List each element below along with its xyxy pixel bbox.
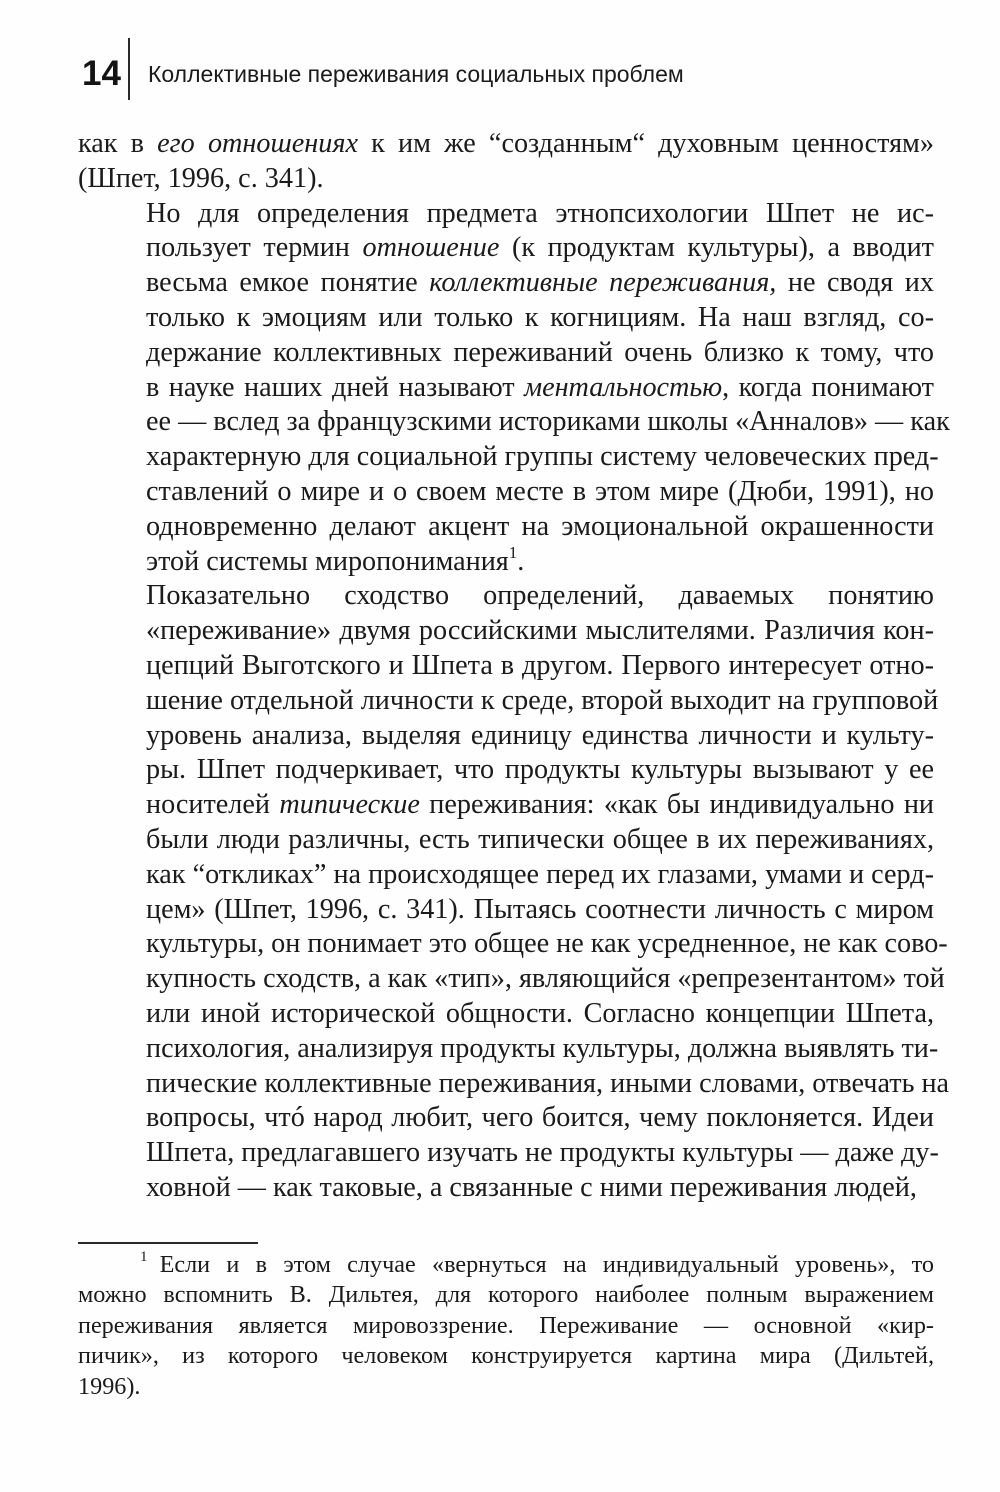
text-line: в науке наших дней называют ментальностью, когда понимают (146, 371, 934, 403)
footnote-line: пичик», из которого человеком конструируется картина мира (Дильтей, (78, 1342, 934, 1370)
italic-term: ментальностью (524, 371, 723, 403)
footnote-line: переживания является мировоззрение. Переживание — основной «кир- (78, 1311, 934, 1339)
italic-term: его отношениях (157, 128, 358, 159)
text-line: Но для определения предмета этнопсихологии Шпет не ис- (146, 197, 934, 229)
italic-term: коллективные переживания, (429, 267, 777, 299)
footnote (78, 1250, 934, 1402)
running-title: Коллективные переживания социальных проблем (148, 61, 684, 87)
text-line: держание коллективных переживаний очень близко к тому, что (146, 336, 934, 368)
footnote-marker: 1 (140, 1249, 148, 1265)
footnote-line: можно вспомнить В. Дильтея, для которого наиболее полным выражением (78, 1281, 934, 1309)
running-header (82, 38, 942, 100)
page-number: 14 (82, 54, 121, 93)
text-line: цем» (Шпет, 1996, с. 341). Пытаясь соотнести личность с миром (146, 893, 934, 925)
text-line: уровень анализа, выделяя единицу единства личности и культу- (146, 719, 934, 751)
text-line: пользует термин отношение (к продуктам культуры), а вводит (146, 232, 934, 264)
italic-term: типические (279, 789, 420, 821)
text-line: Показательно сходство определений, даваемых понятию (146, 580, 934, 612)
footnote-line: 1996). (78, 1372, 141, 1400)
text-line: пические коллективные переживания, иными словами, отвечать на (146, 1067, 950, 1099)
text-line: были люди различны, есть типически общее в их переживаниях, (146, 823, 934, 855)
text-line: ее — вслед за французскими историками школы «Анналов» — как (146, 406, 950, 438)
text-line: или иной исторической общности. Согласно концепции Шпета, (146, 997, 934, 1029)
body-text (78, 127, 950, 1206)
text-line: одновременно делают акцент на эмоциональной окрашенности (146, 510, 934, 542)
text-line: культуры, он понимает это общее не как усредненное, не как сово- (146, 928, 948, 960)
paragraph-1 (78, 127, 934, 197)
footnote-divider (78, 1242, 258, 1244)
header-divider (128, 38, 130, 100)
paragraph-3 (78, 579, 950, 1205)
text-line: этой системы миропонимания$^1$. (146, 542, 525, 577)
text-line: (Шпет, 1996, с. 341). (78, 162, 324, 194)
text-line: ры. Шпет подчеркивает, что продукты культуры вызывают у ее (146, 754, 934, 786)
text-line: носителей типические переживания: «как бы индивидуально ни (146, 789, 935, 821)
text-line: цепций Выготского и Шпета в другом. Первого интересует отно- (146, 649, 934, 681)
text-line: купность сходств, а как «тип», являющийся «репрезентантом» той (146, 963, 945, 995)
text-line: характерную для социальной группы систему человеческих пред- (146, 441, 939, 473)
text-line: как “откликах” на происходящее перед их глазами, умами и серд- (146, 858, 934, 890)
text-line: весьма емкое понятие коллективные переживания, не сводя их (146, 267, 934, 299)
italic-term: отношение (362, 232, 500, 264)
text-line: как в его отношениях к им же “созданным“ духовным ценностям» (78, 128, 934, 159)
footnote-ref: 1 (508, 542, 518, 562)
text-line: вопросы, чтó народ любит, чего боится, чему поклоняется. Идеи (146, 1102, 934, 1134)
text-line: ставлений о мире и о своем месте в этом мире (Дюби, 1991), но (146, 475, 934, 507)
text-line: шение отдельной личности к среде, второй выходит на групповой (146, 684, 939, 716)
footnote-line: $^1$ Если и в этом случае «вернуться на индивидуальный уровень», то (140, 1249, 934, 1278)
text-line: Шпета, предлагавшего изучать не продукты культуры — даже ду- (146, 1137, 939, 1169)
text-line: только к эмоциям или только к когнициям. На наш взгляд, со- (146, 301, 934, 333)
text-line: «переживание» двумя российскими мыслителями. Различия кон- (146, 615, 934, 647)
text-line: психология, анализируя продукты культуры, должна выявлять ти- (146, 1032, 939, 1064)
text-line: ховной — как таковые, а связанные с ними переживания людей, (146, 1171, 917, 1203)
paragraph-2 (78, 197, 950, 580)
